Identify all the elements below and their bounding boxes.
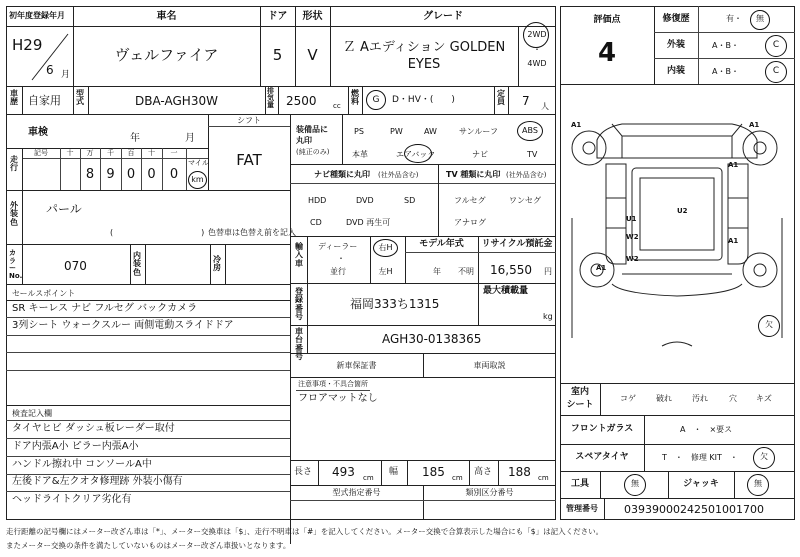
color-value: パール — [46, 202, 82, 216]
notes-label: 注意事項・不具合箇所 — [298, 380, 368, 388]
model-value: DBA-AGH30W — [135, 94, 218, 108]
tv-item: アナログ — [454, 218, 486, 227]
interior-color-label: 内装色 — [133, 251, 141, 277]
tv-label: TV 種類に丸印 — [446, 170, 501, 179]
diag-label: W2 — [626, 255, 639, 263]
odo-km: km — [191, 175, 204, 184]
navi-item: DVD 再生可 — [346, 218, 391, 227]
inspect-year: 年 — [130, 133, 140, 144]
odo-digit: 0 — [126, 167, 136, 182]
model-year-label: モデル年式 — [419, 239, 464, 249]
warranty-new: 新車保証書 — [336, 361, 377, 370]
ext-label: 外装 — [666, 40, 685, 50]
odo-digit: 8 — [85, 167, 95, 182]
wid-label: 幅 — [389, 467, 399, 477]
grade-2wd: 2WD — [527, 30, 547, 39]
mgmt-label: 管理番号 — [566, 504, 598, 513]
cap-label: 定員 — [497, 89, 505, 107]
model-label: 型式 — [76, 89, 84, 107]
import-dot: ・ — [337, 254, 345, 263]
plate-label: 登録番号 — [295, 287, 303, 322]
checks-label: 検査記入欄 — [12, 409, 52, 418]
disp-cc: cc — [333, 102, 341, 110]
tools-none: 無 — [631, 479, 639, 488]
equip-item: サンルーフ — [459, 127, 498, 136]
shape-label: 形状 — [302, 11, 323, 22]
import-right: 右H — [378, 243, 393, 252]
repair-label: 修復歴 — [662, 14, 690, 24]
check-line: ハンドル擦れ中 コンソールA中 — [12, 459, 152, 470]
use-label: 車歴 — [10, 89, 18, 107]
repair-yes: 有・ — [726, 14, 742, 23]
equip-item: AW — [424, 127, 437, 136]
shift-value: FAT — [236, 151, 262, 169]
equip-item: 本革 — [352, 150, 368, 159]
windshield-value: A ・ ×要ス — [680, 425, 733, 434]
fuel-label: 燃料 — [351, 89, 359, 107]
colorno-value: 070 — [64, 259, 87, 273]
warranty-manual: 車両取説 — [473, 361, 506, 370]
int-value: A・B・ — [712, 67, 739, 76]
diag-ketsu: 欠 — [765, 320, 773, 329]
load-kg: kg — [543, 312, 553, 321]
plate-value: 福岡333ち1315 — [350, 297, 440, 311]
cap-value: 7 — [522, 94, 530, 108]
diag-label: U1 — [626, 215, 637, 223]
selling-line: SR キーレス ナビ フルセグ バックカメラ — [12, 303, 198, 314]
color-label: 外装色 — [10, 201, 18, 227]
len-value: 493 — [332, 465, 355, 479]
notes-line: フロアマットなし — [298, 393, 378, 404]
score-value: 4 — [597, 38, 617, 68]
odo-unit: 十 — [66, 149, 74, 157]
check-line: ドア内張A小 ピラー内張A小 — [12, 441, 139, 452]
import-parallel: 並行 — [330, 267, 346, 276]
selling-line: 3列シート ウォークスルー 両側電動スライドドア — [12, 320, 234, 331]
load-label: 最大積載量 — [483, 286, 529, 296]
reg-month: 6 — [46, 63, 54, 77]
navi-item: SD — [404, 196, 416, 205]
disp-value: 2500 — [286, 94, 317, 108]
grade-dot: ・ — [533, 45, 541, 54]
equip-item: ナビ — [472, 150, 488, 159]
diag-label: A1 — [596, 264, 607, 272]
color-paren: ( ) — [110, 228, 205, 237]
diag-label: A1 — [728, 237, 739, 245]
recycle-unit: 円 — [544, 267, 552, 276]
shape-value: V — [307, 46, 318, 64]
int-label: 内装 — [666, 66, 685, 76]
sheet-item: 穴 — [729, 394, 737, 403]
fuel-rest: D・HV・( ) — [392, 95, 455, 105]
model-year-unknown: 不明 — [458, 267, 474, 276]
len-label: 長さ — [294, 467, 313, 477]
selling-label: セールスポイント — [12, 289, 76, 298]
wid-cm: cm — [452, 474, 463, 482]
ext-value: A・B・ — [712, 41, 739, 50]
cap-unit: 人 — [541, 102, 549, 111]
chassis-value: AGH30-0138365 — [382, 332, 482, 346]
odo-mile: マイル — [188, 159, 209, 167]
odo-unit: 一 — [170, 149, 178, 157]
odo-label: 走行 — [10, 155, 18, 173]
reg-label: 初年度登録年月 — [9, 11, 65, 20]
odo-unit: 十 — [148, 149, 155, 157]
type-class-no: 類別区分番号 — [465, 488, 514, 497]
check-line: タイヤヒビ ダッシュ板レーダー取付 — [12, 423, 175, 434]
grade-value-2: EYES — [407, 57, 441, 72]
len-cm: cm — [363, 474, 374, 482]
recycle-label: リサイクル預託金 — [481, 239, 553, 249]
tv-item: ワンセグ — [509, 196, 541, 205]
mgmt-value: 03939000242501001700 — [624, 503, 764, 516]
check-line: 左後ドア&左クオタ修理跡 外装小傷有 — [12, 476, 183, 487]
check-line: ヘッドライトクリア劣化有 — [12, 494, 132, 505]
type-model-no: 型式指定番号 — [332, 488, 381, 497]
equip-item: エアバック — [396, 150, 436, 159]
equip-item: TV — [527, 150, 538, 159]
use-value: 自家用 — [28, 94, 61, 107]
reg-year: H29 — [12, 36, 43, 54]
navi-item: HDD — [308, 196, 327, 205]
navi-item: CD — [310, 218, 322, 227]
sheet-item: 汚れ — [692, 394, 708, 403]
door-value: 5 — [272, 46, 283, 64]
navi-label: ナビ種類に丸印 — [314, 170, 370, 179]
footer-line-2: またメーター交換の条件を満たしていないものはメーター改ざん車扱いとなります。 — [6, 541, 291, 550]
grade-value-1: Ｚ Aエディション GOLDEN — [342, 40, 506, 55]
diag-label: W2 — [626, 233, 639, 241]
score-label: 評価点 — [593, 15, 621, 25]
colorno-label: カラーNo. — [9, 249, 23, 281]
sheet-label-1: 室内 — [570, 387, 589, 397]
import-dealer: ディーラー — [318, 242, 358, 251]
ext-c: C — [772, 40, 780, 50]
spare-ketsu: 欠 — [760, 452, 768, 461]
diag-label: A1 — [749, 121, 760, 129]
reg-month-unit: 月 — [61, 70, 71, 80]
diag-label: A1 — [728, 161, 739, 169]
car-diagram — [562, 88, 793, 378]
equip-label-2: 丸印 — [296, 136, 312, 145]
jack-none: 無 — [754, 479, 762, 488]
hei-label: 高さ — [474, 467, 493, 477]
hei-cm: cm — [538, 474, 549, 482]
odo-unit: 万 — [86, 149, 94, 157]
navi-item: DVD — [356, 196, 374, 205]
sheet-item: コゲ — [620, 394, 636, 403]
inspect-label: 車検 — [28, 127, 48, 138]
chassis-label: 車台番号 — [295, 327, 303, 362]
shift-label: シフト — [237, 116, 261, 125]
sheet-item: 破れ — [656, 394, 672, 403]
color-note: 色替車は色替え前を記入 — [208, 228, 296, 237]
disp-label: 排気量 — [267, 87, 274, 109]
odo-kigo: 記号 — [34, 149, 48, 157]
sheet-label-2: シート — [566, 400, 594, 410]
door-label: ドア — [267, 11, 288, 22]
int-c: C — [772, 66, 780, 76]
diag-label: U2 — [677, 207, 688, 215]
odo-digit: 0 — [169, 167, 179, 182]
import-left: 左H — [378, 267, 393, 276]
jack-label: ジャッキ — [683, 479, 719, 489]
wid-value: 185 — [422, 465, 445, 479]
equip-item: ABS — [522, 126, 538, 135]
spare-value: T ・ 修理 KIT ・ — [662, 453, 738, 462]
equip-label-1: 装備品に — [296, 125, 328, 134]
odo-unit: 千 — [107, 149, 114, 157]
tv-item: フルセグ — [454, 196, 486, 205]
inspect-month: 月 — [185, 133, 195, 144]
tools-label: 工具 — [570, 479, 589, 489]
repair-none: 無 — [756, 14, 764, 23]
model-year-year: 年 — [433, 267, 441, 276]
cold-label: 冷房 — [213, 255, 221, 273]
diag-label: A1 — [571, 121, 582, 129]
car-name-label: 車名 — [156, 11, 177, 22]
sheet-item: キズ — [756, 394, 772, 403]
import-label: 輸入車 — [295, 242, 303, 268]
equip-item: PS — [354, 127, 364, 136]
car-name: ヴェルファイア — [114, 46, 219, 64]
spare-label: スペアタイヤ — [575, 452, 629, 462]
windshield-label: フロントガラス — [570, 424, 634, 434]
hei-value: 188 — [508, 465, 531, 479]
fuel-g: G — [372, 95, 380, 105]
recycle-value: 16,550 — [490, 263, 532, 277]
tv-sub: (社外品含む) — [506, 171, 547, 179]
grade-label: グレード — [423, 11, 463, 22]
odo-unit: 百 — [127, 149, 135, 157]
equip-item: PW — [390, 127, 403, 136]
equip-label-3: (純正のみ) — [296, 148, 330, 156]
footer-line-1: 走行距離の記号欄にはメーター改ざん車は「*」、メーター交換車は「$」、走行不明車は「#」を記入してください。メーター交換で合算表示した場合にも「$」は記入ください。 — [6, 527, 604, 536]
odo-digit: 0 — [147, 167, 156, 182]
navi-sub: (社外品含む) — [378, 171, 419, 179]
grade-4wd: 4WD — [527, 59, 547, 68]
odo-digit: 9 — [106, 167, 115, 182]
